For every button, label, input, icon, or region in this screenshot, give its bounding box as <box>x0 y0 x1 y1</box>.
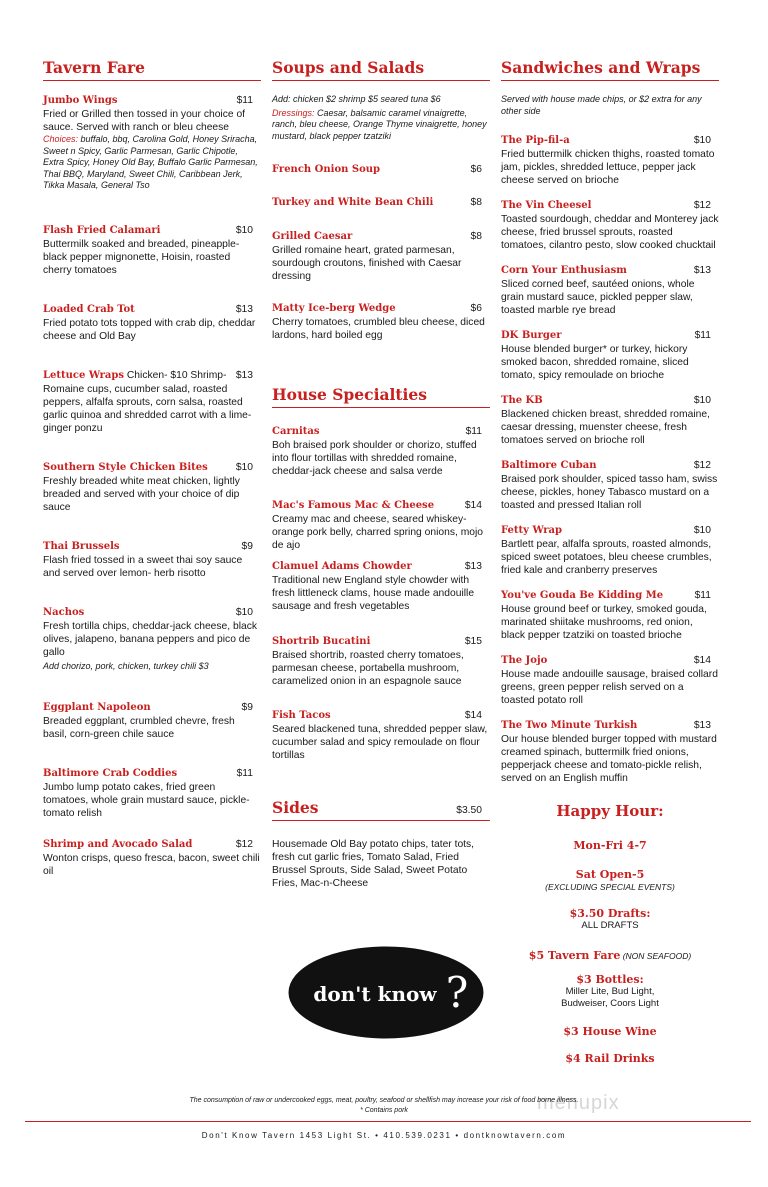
happy-hour-wine: $3 House Wine <box>563 1025 657 1038</box>
happy-hour-drafts: $3.50 Drafts: ALL DRAFTS <box>569 907 651 931</box>
menu-item: Baltimore Crab Coddies $11 Jumbo lump potato cakes, fried green tomatoes, whole grain mustard sauce, pickle-tomato relish <box>43 768 253 819</box>
menu-item: Thai Brussels $9 Flash fried tossed in a sweet thai soy sauce and served over lemon- herb risotto <box>43 541 253 579</box>
menu-item: Mac's Famous Mac & Cheese $14 Creamy mac and cheese, seared whiskey-orange pork belly, charred spring onions, mojo de ajo <box>272 500 484 551</box>
menu-item: Turkey and White Bean Chili $8 <box>272 197 482 208</box>
sides-list: Housemade Old Bay potato chips, tater tots, fresh cut garlic fries, Tomato Salad, Fried Brussel Sprouts, Side Salad, Sweet Potato Fries, Mac-n-Cheese <box>272 839 475 889</box>
menu-item: Flash Fried Calamari $10 Buttermilk soaked and breaded, pineapple-black pepper mignonette, Hoisin, roasted cherry tomatoes <box>43 225 253 276</box>
menu-item: DK Burger $11 House blended burger* or turkey, hickory smoked bacon, shredded romaine, sliced tomato, spicy remoulade on brioche <box>501 330 711 381</box>
menu-item: Lettuce Wraps Chicken- $10 Shrimp- $13 Romaine cups, cucumber salad, roasted peppers, alfalfa sprouts, corn salsa, roasted garlic quinoa and shredded carrot with a lime-ginger ponzu <box>43 370 253 434</box>
menu-item: Jumbo Wings $11 Fried or Grilled then tossed in your choice of sauce. Served with ranch or bleu cheese Choices: buffalo, bbq, Carolina Gold, Honey Sriracha, Sweet n Spicy, Garlic Parmesan, Garlic Chipotle, Extra Spicy, Honey Old Bay, Buffalo Garlic Parmesan, Thai BBQ, Maryland, Sweet Chili, Caribbean Jerk, Tikka Masala, General Tso <box>43 95 258 190</box>
menu-item: Carnitas $11 Boh braised pork shoulder or chorizo, stuffed into flour tortillas with shredded romaine, cheddar-jack cheese and salsa verde <box>272 426 482 477</box>
menu-item: French Onion Soup $6 <box>272 164 482 175</box>
menu-item: The Two Minute Turkish $13 Our house blended burger topped with mustard creamed spinach, buttermilk fried onions, pepperjack cheese and tomato-pickle relish, served on an English muffin <box>501 720 717 784</box>
tavern-fare-title: Tavern Fare <box>43 58 261 81</box>
menu-item: You've Gouda Be Kidding Me $11 House ground beef or turkey, smoked gouda, marinated shiitake mushrooms, red onion, black pepper tzatziki on toasted brioche <box>501 590 711 641</box>
middle-column <box>272 58 490 889</box>
sides-price: $3.50 <box>456 805 482 816</box>
sides-section <box>272 798 490 833</box>
house-specialties-section <box>272 385 490 420</box>
happy-hour-tavern-fare: $5 Tavern Fare (NON SEAFOOD) <box>528 949 692 962</box>
menu-item: Southern Style Chicken Bites $10 Freshly breaded white meat chicken, lightly breaded and served with your choice of dip sauce <box>43 462 253 513</box>
watermark: menupix <box>537 1092 620 1114</box>
menu-item: Loaded Crab Tot $13 Fried potato tots topped with crab dip, cheddar cheese and Old Bay <box>43 304 256 342</box>
menu-item: Baltimore Cuban $12 Braised pork shoulder, spiced tasso ham, swiss cheese, pickles, honey Tabasco mustard on a toasted and pressed Italian roll <box>501 460 718 511</box>
add-ons: Add: chicken $2 shrimp $5 seared tuna $6 Dressings: Caesar, balsamic caramel vinaigrette, ranch, bleu cheese, Orange Thyme vinaigrette, honey mustard, black pepper tzatziki <box>272 94 487 141</box>
menu-item: Nachos $10 Fresh tortilla chips, cheddar-jack cheese, black olives, jalapeno, banana peppers and pico de gallo Add chorizo, pork, chicken, turkey chili $3 <box>43 607 258 671</box>
happy-hour-weekday: Mon-Fri 4-7 <box>573 839 647 852</box>
disclaimer: The consumption of raw or undercooked eggs, meat, poultry, seafood or shellfish may increase your risk of food borne illness. * Contains pork <box>189 1097 579 1114</box>
footer-contact: Don't Know Tavern 1453 Light St. • 410.539.0231 • dontknowtavern.com <box>201 1131 567 1140</box>
happy-hour-rail: $4 Rail Drinks <box>565 1052 655 1065</box>
menu-item: The Pip-fil-a $10 Fried buttermilk chicken thighs, roasted tomato jam, pickles, shredded lettuce, pepper jack cheese served on brioche <box>501 135 715 186</box>
sandwiches-section <box>501 58 719 784</box>
menu-item: The Jojo $14 House made andouille sausage, braised collard greens, green pepper relish served on a toasted potato roll <box>501 655 718 706</box>
logo-text: don't know <box>313 982 437 1006</box>
menu-item: Fish Tacos $14 Seared blackened tuna, shredded pepper slaw, cucumber salad and spicy remoulade on flour tortillas <box>272 710 488 761</box>
happy-hour-title: Happy Hour: <box>556 802 664 820</box>
menu-item: Clamuel Adams Chowder $13 Traditional new England style chowder with fresh littleneck clams, house made andouille sausage and fresh vegetables <box>272 561 482 612</box>
soups-title: Soups and Salads <box>272 58 490 81</box>
tavern-fare-section <box>43 58 261 877</box>
menu-item: Eggplant Napoleon $9 Breaded eggplant, crumbled chevre, fresh basil, corn-green chile sauce <box>43 702 253 740</box>
menu-item: Shortrib Bucatini $15 Braised shortrib, roasted cherry tomatoes, parmesan cheese, portabella mushroom, caramelized onion in an espagnole sauce <box>272 636 482 687</box>
happy-hour-bottles: $3 Bottles: Miller Lite, Bud Light, Budweiser, Coors Light <box>561 973 659 1009</box>
menu-item: Shrimp and Avocado Salad $12 Wonton crisps, queso fresca, bacon, sweet chili oil <box>43 839 260 877</box>
footer-divider <box>25 1121 751 1122</box>
happy-hour-saturday: Sat Open-5 (EXCLUDING SPECIAL EVENTS) <box>545 868 675 892</box>
dont-know-logo <box>287 945 485 1040</box>
logo-question-mark: ? <box>445 968 469 1017</box>
menu-item: Grilled Caesar $8 Grilled romaine heart, grated parmesan, sourdough croutons, finished with Caesar dressing <box>272 231 482 282</box>
menu-item: Fetty Wrap $10 Bartlett pear, alfalfa sprouts, roasted almonds, spiced sweet potatoes, bleu cheese crumbles, fried kale and cranberry preserves <box>501 525 712 576</box>
menu-item: The Vin Cheesel $12 Toasted sourdough, cheddar and Monterey jack cheese, fried brussel sprouts, roasted tomatoes, cilantro pesto, slow cooked chucktail <box>501 200 719 251</box>
sides-title: Sides <box>272 798 319 817</box>
sandwiches-intro: Served with house made chips, or $2 extra for any other side <box>501 94 702 116</box>
menu-item: Corn Your Enthusiasm $13 Sliced corned beef, sautéed onions, whole grain mustard sauce, pickled pepper slaw, toasted marble rye bread <box>501 265 711 316</box>
menu-item: The KB $10 Blackened chicken breast, shredded romaine, caesar dressing, muenster cheese, fresh tomatoes served on brioche roll <box>501 395 711 446</box>
sandwiches-title: Sandwiches and Wraps <box>501 58 719 81</box>
house-specialties-title: House Specialties <box>272 385 490 408</box>
menu-item: Matty Ice-berg Wedge $6 Cherry tomatoes, crumbled bleu cheese, diced lardons, hard boiled egg <box>272 303 485 341</box>
